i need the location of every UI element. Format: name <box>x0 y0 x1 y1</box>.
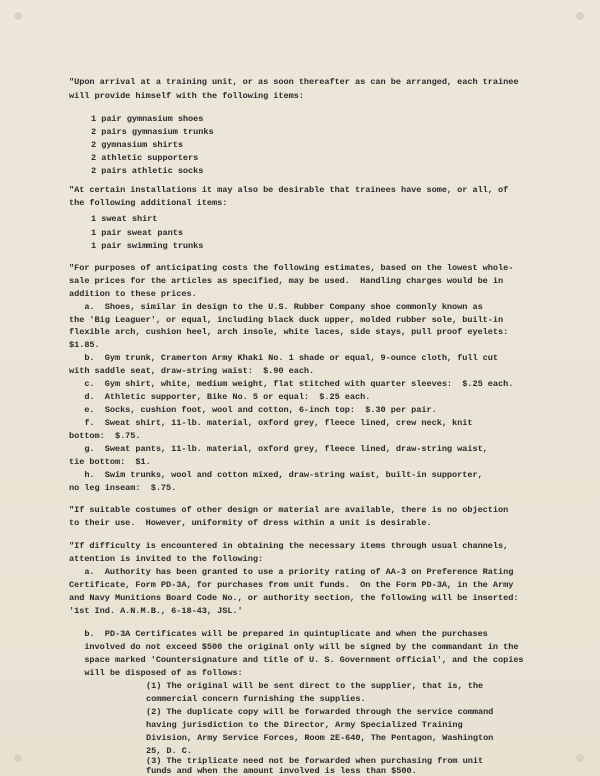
paragraph-line: b. PD-3A Certificates will be prepared in quintuplicate and when the purchases <box>69 629 488 639</box>
paragraph-line: "For purposes of anticipating costs the following estimates, based on the lowest whole- <box>69 263 514 273</box>
paragraph-line: "Upon arrival at a training unit, or as soon thereafter as can be arranged, each trainee <box>69 77 519 87</box>
paragraph-line: a. Authority has been granted to use a priority rating of AA-3 on Preference Rating <box>69 567 514 577</box>
list-item: 2 gymnasium shirts <box>91 140 183 150</box>
list-item: 2 pairs athletic socks <box>91 166 204 176</box>
sub-item-line: having jurisdiction to the Director, Army Specialized Training <box>146 720 463 730</box>
sub-item-line: funds and when the amount involved is less than $500. <box>146 766 417 776</box>
paragraph-line: b. Gym trunk, Cramerton Army Khaki No. 1 shade or equal, 9-ounce cloth, full cut <box>69 353 498 363</box>
paragraph-line: "If difficulty is encountered in obtaining the necessary items through usual channels, <box>69 541 509 551</box>
paragraph-line: addition to these prices. <box>69 289 197 299</box>
list-item: 1 sweat shirt <box>91 214 158 224</box>
paragraph-line: $1.85. <box>69 340 100 350</box>
sub-item-line: 25, D. C. <box>146 746 192 756</box>
paragraph-line: h. Swim trunks, wool and cotton mixed, draw-string waist, built-in supporter, <box>69 470 483 480</box>
paragraph-line: g. Sweat pants, 11-lb. material, oxford grey, fleece lined, draw-string waist, <box>69 444 488 454</box>
paragraph-line: the 'Big Leaguer', or equal, including black duck upper, molded rubber sole, built-in <box>69 315 504 325</box>
paragraph-line: with saddle seat, draw-string waist: $.90 each. <box>69 366 315 376</box>
paragraph-line: c. Gym shirt, white, medium weight, flat stitched with quarter sleeves: $.25 each. <box>69 379 514 389</box>
paragraph-line: attention is invited to the following: <box>69 554 264 564</box>
paragraph-line: a. Shoes, similar in design to the U.S. Rubber Company shoe commonly known as <box>69 302 483 312</box>
paragraph-line: will be disposed of as follows: <box>69 668 243 678</box>
paragraph-line: flexible arch, cushion heel, arch insole, white laces, side stays, pull proof eyelets: <box>69 327 509 337</box>
paragraph-line: d. Athletic supporter, Bike No. 5 or equal: $.25 each. <box>69 392 371 402</box>
paragraph-line: involved do not exceed $500 the original only will be signed by the commandant in the <box>69 642 519 652</box>
paragraph-line: will provide himself with the following items: <box>69 91 304 101</box>
list-item: 1 pair sweat pants <box>91 228 183 238</box>
paragraph-line: sale prices for the articles as specified, may be used. Handling charges would be in <box>69 276 504 286</box>
paragraph-line: "If suitable costumes of other design or material are available, there is no objection <box>69 505 509 515</box>
paragraph-line: f. Sweat shirt, 11-lb. material, oxford grey, fleece lined, crew neck, knit <box>69 418 473 428</box>
sub-item-line: (2) The duplicate copy will be forwarded through the service command <box>146 707 494 717</box>
sub-item-line: (1) The original will be sent direct to the supplier, that is, the <box>146 681 484 691</box>
paragraph-line: e. Socks, cushion foot, wool and cotton, 6-inch top: $.30 per pair. <box>69 405 437 415</box>
list-item: 2 athletic supporters <box>91 153 199 163</box>
paragraph-line: tie bottom: $1. <box>69 457 151 467</box>
paragraph-line: space marked 'Countersignature and title of U. S. Government official', and the copies <box>69 655 524 665</box>
sub-item-line: commercial concern furnishing the supplies. <box>146 694 366 704</box>
paragraph-line: the following additional items: <box>69 198 228 208</box>
list-item: 1 pair swimming trunks <box>91 241 204 251</box>
paragraph-line: '1st Ind. A.N.M.B., 6-18-43, JSL.' <box>69 606 243 616</box>
list-item: 1 pair gymnasium shoes <box>91 114 204 124</box>
paragraph-line: Certificate, Form PD-3A, for purchases from unit funds. On the Form PD-3A, in the Army <box>69 580 514 590</box>
sub-item-line: (3) The triplicate need not be forwarded when purchasing from unit <box>146 756 484 766</box>
list-item: 2 pairs gymnasium trunks <box>91 127 214 137</box>
paragraph-line: to their use. However, uniformity of dress within a unit is desirable. <box>69 518 432 528</box>
paragraph-line: "At certain installations it may also be desirable that trainees have some, or all, of <box>69 185 509 195</box>
paragraph-line: bottom: $.75. <box>69 431 141 441</box>
sub-item-line: Division, Army Service Forces, Room 2E-640, The Pentagon, Washington <box>146 733 494 743</box>
paragraph-line: no leg inseam: $.75. <box>69 483 177 493</box>
paragraph-line: and Navy Munitions Board Code No., or authority section, the following will be inserted: <box>69 593 519 603</box>
